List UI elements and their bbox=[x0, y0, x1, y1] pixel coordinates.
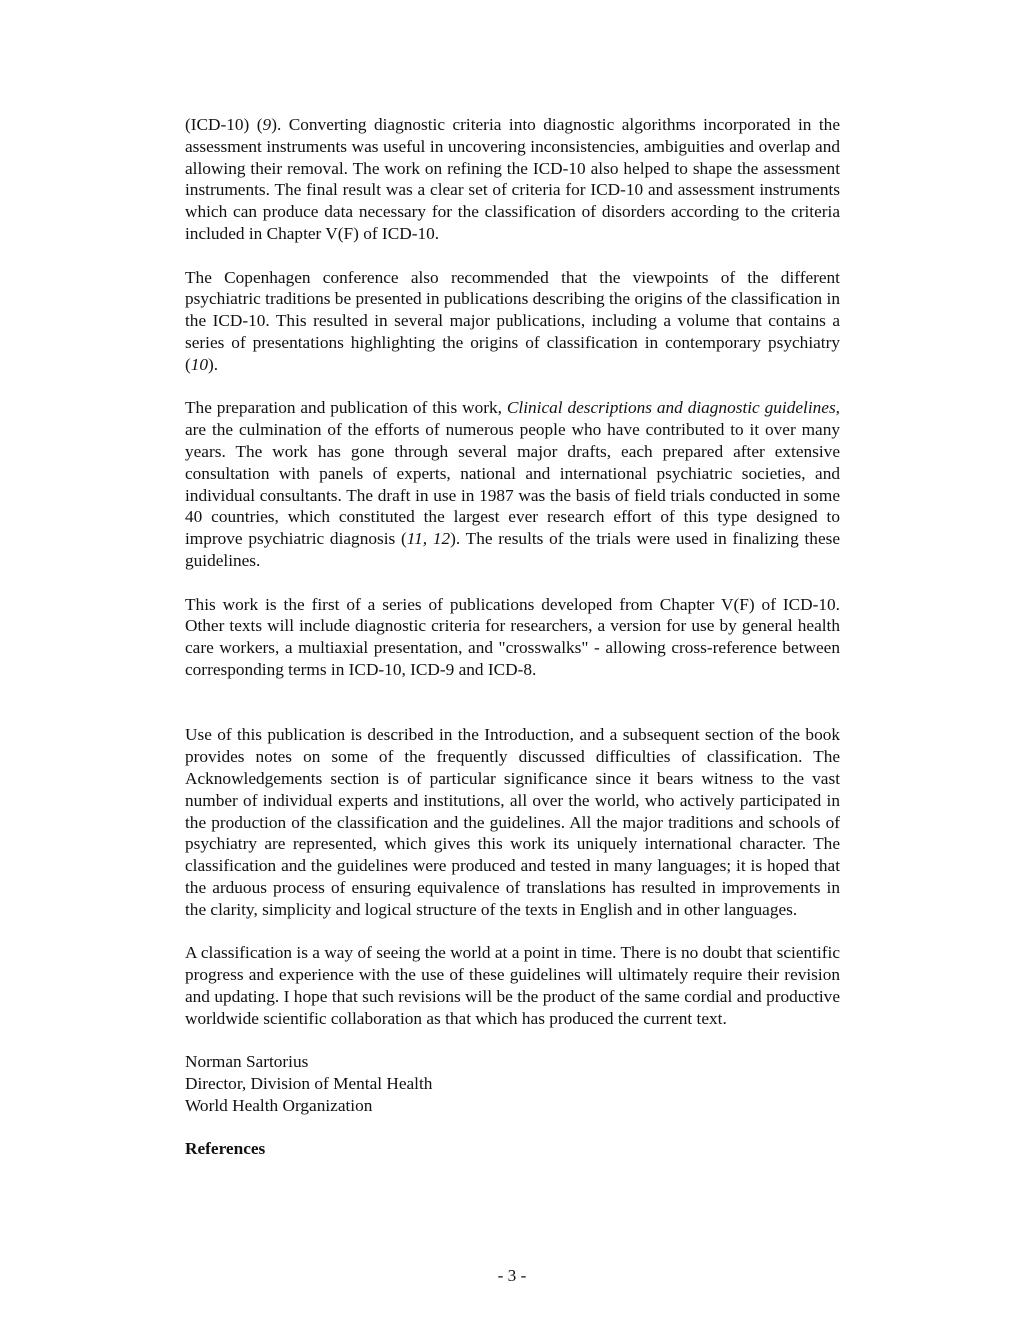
text-run: The preparation and publication of this work, bbox=[185, 398, 507, 418]
signatory-name: Norman Sartorius bbox=[185, 1052, 309, 1072]
italic-text-run: 11, 12 bbox=[406, 529, 451, 549]
text-run: ). bbox=[208, 354, 219, 374]
text-run: (ICD-10) ( bbox=[185, 115, 263, 134]
text-run: The Copenhagen conference also recommended that the viewpoints of the different psychiatric traditions be presented in publications describing the origins of the classification in the ICD-10. This resulted in several major publications, including a volume that contains a series of presentations highlighting the origins of classification in contemporary psychiatry ( bbox=[185, 267, 840, 374]
paragraph bbox=[185, 942, 840, 1029]
paragraph bbox=[185, 397, 840, 571]
text-run: ). Converting diagnostic criteria into diagnostic algorithms incorporated in the assessment instruments was useful in uncovering inconsistencies, ambiguities and overlap and allowing their removal. The work on refining the ICD-10 also helped to shape the assessment instruments. The final result was a clear set of criteria for ICD-10 and assessment instruments which can produce data necessary for the classification of disorders according to the criteria included in Chapter V(F) of ICD-10. bbox=[185, 115, 840, 243]
page-number: - 3 - bbox=[497, 1266, 527, 1285]
document-body bbox=[185, 114, 840, 1160]
italic-text-run: Clinical descriptions and diagnostic guidelines bbox=[506, 398, 836, 418]
italic-text-run: 9 bbox=[262, 115, 272, 134]
signatory-organization: World Health Organization bbox=[185, 1095, 373, 1115]
paragraph bbox=[185, 114, 840, 245]
italic-text-run: 10 bbox=[190, 354, 209, 374]
paragraph bbox=[185, 724, 840, 920]
text-run: , are the culmination of the efforts of numerous people who have contributed to it over many years. The work has gone through several major drafts, each prepared after extensive consultation with panels of experts, national and international psychiatric societies, and individual consultants. The draft in use in 1987 was the basis of field trials conducted in some 40 countries, which constituted the largest ever research effort of this type designed to improve psychiatric diagnosis ( bbox=[185, 398, 840, 549]
paragraph bbox=[185, 594, 840, 681]
text-run: Use of this publication is described in the Introduction, and a subsequent section of the book provides notes on some of the frequently discussed difficulties of classification. The Acknowledgements section is of particular significance since it bears witness to the vast number of individual experts and institutions, all over the world, who actively participated in the production of the classification and the guidelines. All the major traditions and schools of psychiatry are represented, which gives this work its uniquely international character. The classification and the guidelines were produced and tested in many languages; it is hoped that the arduous process of ensuring equivalence of translations has resulted in improvements in the clarity, simplicity and logical structure of the texts in English and in other languages. bbox=[185, 725, 840, 919]
text-run: This work is the first of a series of publications developed from Chapter V(F) of ICD-10. Other texts will include diagnostic criteria for researchers, a version for use by general health care workers, a multiaxial presentation, and "crosswalks" - allowing cross-reference between corresponding terms in ICD-10, ICD-9 and ICD-8. bbox=[185, 594, 840, 679]
text-run: A classification is a way of seeing the world at a point in time. There is no doubt that scientific progress and experience with the use of these guidelines will ultimately require their revision and updating. I hope that such revisions will be the product of the same cordial and productive worldwide scientific collaboration as that which has produced the current text. bbox=[185, 943, 840, 1028]
signature-block bbox=[185, 1051, 840, 1116]
references-heading: References bbox=[185, 1139, 266, 1159]
paragraph bbox=[185, 267, 840, 376]
signatory-title: Director, Division of Mental Health bbox=[185, 1074, 433, 1094]
text-run: ). The results of the trials were used in finalizing these guidelines. bbox=[185, 529, 841, 570]
